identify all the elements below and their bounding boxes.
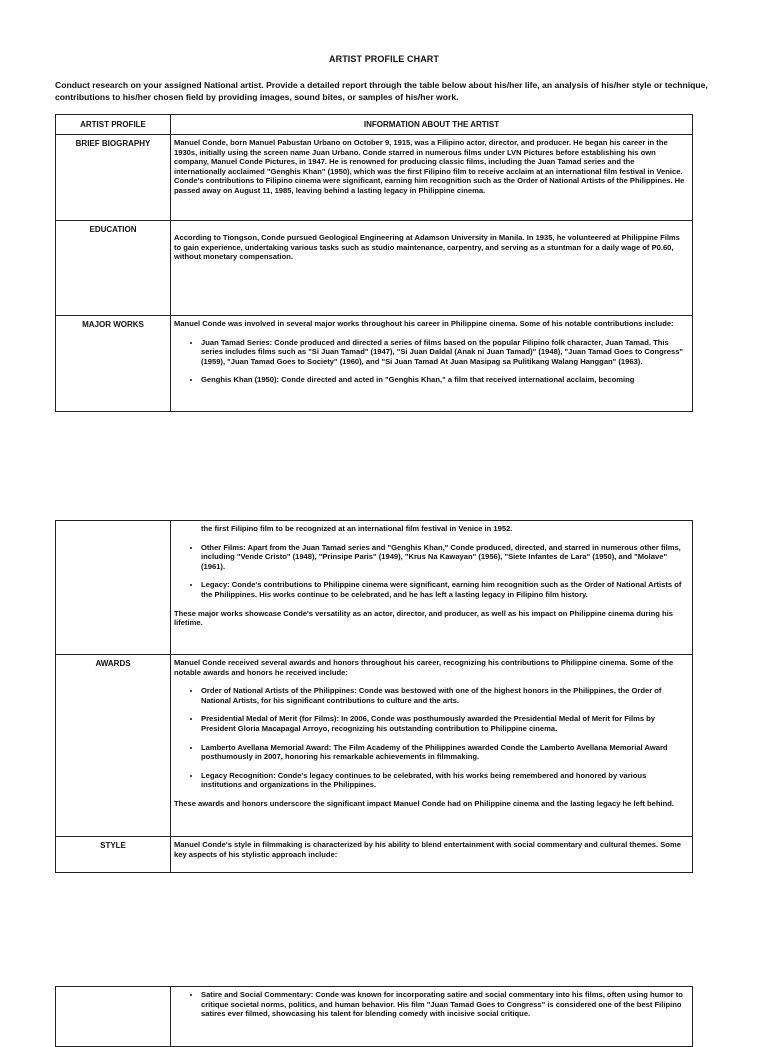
style-text: Manuel Conde's style in filmmaking is characterized by his ability to blend entertainment with social commentary and cultural themes. Some key aspects of his stylistic approach include: (171, 837, 693, 873)
major-works-text: Manuel Conde was involved in several major works throughout his career in Philippine cinema. Some of his notable contributions include: • Juan Tamad Series: Conde produced and directed a series of films based on the popular Filipino folk character, Juan Tamad. This series includes films such as "Si Juan Tamad" (1947), "Si Juan Daldal (Anak ni Juan Tamad)" (1948), "Juan Tamad Goes to Congress" (1959), "Juan Tamad Goes to Society" (1960), and "Si Juan Tamad At Juan Masipag sa Pulitikang Walang Hanggan" (1963). • Genghis Khan (1950): Conde directed and acted in "Genghis Khan," a film that received international acclaim, becoming (171, 316, 693, 412)
list-item: • Presidential Medal of Merit (for Films): In 2006, Conde was posthumously awarded the Presidential Medal of Merit for Films by President Gloria Macapagal Arroyo, recognizing his outstanding contribution to Philippine cinema. (201, 714, 686, 733)
list-item: • Order of National Artists of the Philippines: Conde was bestowed with one of the highest honors in the Philippines, the Order of National Artists, for his significant contributions to culture and the arts. (201, 686, 686, 705)
row-major-works-continued (56, 521, 693, 655)
label-awards: AWARDS (56, 655, 171, 837)
row-education (56, 221, 693, 316)
list-item: • Legacy Recognition: Conde's legacy continues to be celebrated, with his works being remembered and honored by various institutions and organizations in the Philippines. (201, 771, 686, 790)
profile-table-part-3 (55, 986, 693, 1047)
row-style-continued (56, 987, 693, 1047)
label-style: STYLE (56, 837, 171, 873)
list-item: • Satire and Social Commentary: Conde was known for incorporating satire and social commentary into his films, often using humor to critique societal norms, politics, and human behavior. His film "Juan Tamad Goes to Congress" is considered one of the best Filipino satires ever filmed, showcasing his talent for blending comedy with incisive social critique. (201, 990, 686, 1019)
label-biography: BRIEF BIOGRAPHY (56, 135, 171, 221)
profile-table-part-1 (55, 114, 693, 412)
style-continued-text (171, 987, 693, 1047)
label-education: EDUCATION (56, 221, 171, 316)
list-item: • Other Films: Apart from the Juan Tamad series and "Genghis Khan," Conde produced, directed, and starred in numerous other films, including "Vende Cristo" (1948), "Prinsipe Paris" (1949), "Krus Na Kawayan" (1956), "Siete Infantes de Lara" (1950), and "Molave" (1961). (201, 543, 686, 572)
label-major-works: MAJOR WORKS (56, 316, 171, 412)
biography-text: Manuel Conde, born Manuel Pabustan Urbano on October 9, 1915, was a Filipino actor, director, and producer. He began his career in the 1930s, initially using the screen name Juan Urbano. Conde starred in numerous films under LVN Pictures before establishing his own company, Manuel Conde Pictures, in 1947. He is renowned for producing classic films, including the Juan Tamad series and the internationally acclaimed "Genghis Khan" (1950), which was the first Filipino film to receive acclaim at an international film festival in Venice. Conde's contributions to Filipino cinema were significant, earning him recognition such as the Order of National Artists of the Philippines. He passed away on August 11, 1985, leaving behind a lasting legacy in Philippine cinema. (171, 135, 693, 221)
row-major-works (56, 316, 693, 412)
list-item: • Genghis Khan (1950): Conde directed and acted in "Genghis Khan," a film that received international acclaim, becoming (201, 375, 686, 385)
empty-label-cell (56, 521, 171, 655)
page-title: ARTIST PROFILE CHART (329, 54, 439, 64)
profile-table-part-2 (55, 520, 693, 873)
row-awards (56, 655, 693, 837)
major-works-continued-text: the first Filipino film to be recognized at an international film festival in Venice in 1952. • Other Films: Apart from the Juan Tamad series and "Genghis Khan," Conde produced, directed, and starred in numerous other films, including "Vende Cristo" (1948), "Prinsipe Paris" (1949), "Krus Na Kawayan" (1956), "Siete Infantes de Lara" (1950), and "Molave" (1961). • Legacy: Conde's contributions to Philippine cinema were significant, earning him recognition such as the Order of National Artists of the Philippines. His works continue to be celebrated, and he has left a lasting legacy in Filipino film history. These major works showcase Conde's versatility as an actor, director, and producer, as well as his impact on Philippine cinema during his lifetime. (171, 521, 693, 655)
empty-label-cell (56, 987, 171, 1047)
header-artist-profile: ARTIST PROFILE (56, 115, 171, 135)
awards-text: Manuel Conde received several awards and honors throughout his career, recognizing his contributions to Philippine cinema. Some of the notable awards and honors he received include: • Order of National Artists of the Philippines: Conde was bestowed with one of the highest honors in the Philippines, the Order of National Artists, for his significant contributions to culture and the arts. • Presidential Medal of Merit (for Films): In 2006, Conde was posthumously awarded the Presidential Medal of Merit for Films by President Gloria Macapagal Arroyo, recognizing his outstanding contribution to Philippine cinema. • Lamberto Avellana Memorial Award: The Film Academy of the Philippines awarded Conde the Lamberto Avellana Memorial Award posthumously in 2007, honoring his remarkable achievements in filmmaking. • Legacy Recognition: Conde's legacy continues to be celebrated, with his works being remembered and honored by various institutions and organizations in the Philippines. These awards and honors underscore the significant impact Manuel Conde had on Philippine cinema and the lasting legacy he left behind. (171, 655, 693, 837)
education-text: According to Tiongson, Conde pursued Geological Engineering at Adamson University in Manila. In 1935, he volunteered at Philippine Films to gain experience, undertaking various tasks such as studio maintenance, carpentry, and serving as a stuntman for a daily wage of P0.60, without monetary compensation. (171, 221, 693, 316)
row-style (56, 837, 693, 873)
list-item: • Lamberto Avellana Memorial Award: The Film Academy of the Philippines awarded Conde the Lamberto Avellana Memorial Award posthumously in 2007, honoring his remarkable achievements in filmmaking. (201, 743, 686, 762)
header-information: INFORMATION ABOUT THE ARTIST (171, 115, 693, 135)
list-item: • Juan Tamad Series: Conde produced and directed a series of films based on the popular Filipino folk character, Juan Tamad. This series includes films such as "Si Juan Tamad" (1947), "Si Juan Daldal (Anak ni Juan Tamad)" (1948), "Juan Tamad Goes to Congress" (1959), "Juan Tamad Goes to Society" (1960), and "Si Juan Tamad At Juan Masipag sa Pulitikang Walang Hanggan" (1963). (201, 338, 686, 367)
row-biography (56, 135, 693, 221)
instructions: Conduct research on your assigned National artist. Provide a detailed report through the table below about his/her life, an analysis of his/her style or technique, contributions to his/her chosen field by providing images, sound bites, or samples of his/her work. (55, 80, 708, 102)
list-item: • Legacy: Conde's contributions to Philippine cinema were significant, earning him recognition such as the Order of National Artists of the Philippines. His works continue to be celebrated, and he has left a lasting legacy in Filipino film history. (201, 580, 686, 599)
